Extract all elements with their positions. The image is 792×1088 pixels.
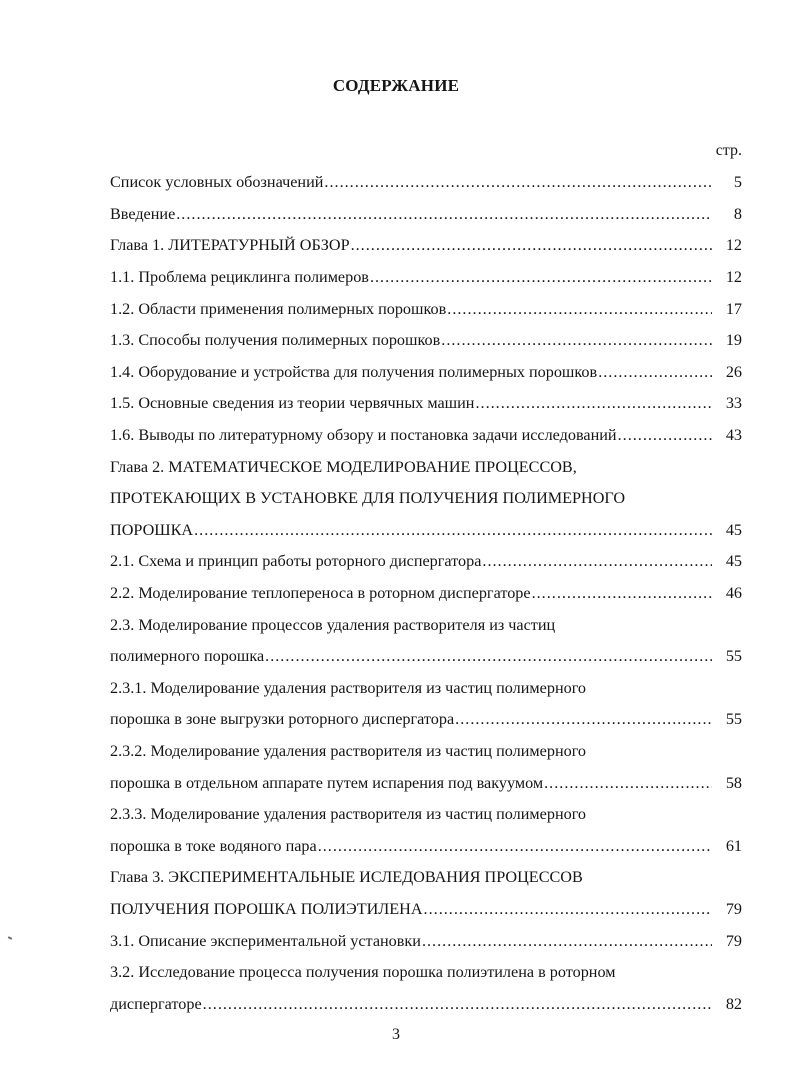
toc-entry-page: 12 (725, 268, 742, 287)
toc-entry (110, 830, 742, 862)
leader-dots (455, 710, 712, 729)
toc-entry (110, 515, 742, 547)
toc-entry (110, 578, 742, 610)
toc-entry-text: порошка в отдельном аппарате путем испарения под вакуумом (110, 773, 544, 792)
toc-entry-page: 61 (725, 836, 742, 855)
toc-entry-text: 2.3.3. Моделирование удаления растворителя из частиц полимерного (110, 805, 587, 824)
toc-entry (110, 420, 742, 452)
toc-entry (110, 641, 742, 673)
toc-entry (110, 199, 742, 231)
toc-entry-page: 45 (725, 520, 742, 539)
toc-entry-text: 1.1. Проблема рециклинга полимеров (110, 268, 369, 287)
toc-entry-page: 82 (725, 994, 742, 1013)
toc-entry-page: 45 (725, 552, 742, 571)
leader-dots (447, 300, 712, 319)
toc-entry (110, 388, 742, 420)
toc-entry-page: 17 (725, 299, 742, 318)
toc-entry-page: 5 (733, 173, 742, 192)
toc-entry-text: 1.2. Области применения полимерных порошков (110, 299, 447, 318)
toc-entry-text: порошка в токе водяного пара (110, 836, 317, 855)
page-column-label: стр. (715, 142, 742, 159)
leader-dots (176, 205, 712, 224)
toc-entry-text: 2.3.2. Моделирование удаления растворителя из частиц полимерного (110, 741, 587, 760)
toc-entry (110, 167, 742, 199)
toc-entry-text: 3.2. Исследование процесса получения порошка полиэтилена в роторном (110, 963, 616, 982)
leader-dots (422, 932, 712, 951)
toc-entry-page: 26 (725, 362, 742, 381)
toc-entry-page: 55 (725, 647, 742, 666)
toc-entry-line (110, 609, 742, 641)
toc-entry (110, 894, 742, 926)
toc-entry-page: 8 (733, 204, 742, 223)
toc-entry-line (110, 483, 742, 515)
toc-entry (110, 546, 742, 578)
leader-dots (598, 363, 712, 382)
toc-entry-text: Введение (110, 204, 176, 223)
toc-entry-line (110, 673, 742, 705)
toc-entry (110, 988, 742, 1020)
toc-entry (110, 325, 742, 357)
toc-entry-text: порошка в зоне выгрузки роторного диспергатора (110, 710, 455, 729)
leader-dots (482, 552, 712, 571)
leader-dots (351, 236, 712, 255)
toc-entry-line (110, 862, 742, 894)
toc-entry (110, 767, 742, 799)
toc-entry-text: ПОЛУЧЕНИЯ ПОРОШКА ПОЛИЭТИЛЕНА (110, 899, 423, 918)
toc-entry-line (110, 451, 742, 483)
toc-entry-text: 2.3.1. Моделирование удаления растворителя из частиц полимерного (110, 678, 587, 697)
toc-entry-text: Глава 1. ЛИТЕРАТУРНЫЙ ОБЗОР (110, 236, 350, 255)
toc-entry-line (110, 957, 742, 989)
toc-entry-text: полимерного порошка (110, 647, 265, 666)
toc-entry-text: 1.5. Основные сведения из теории червячных машин (110, 394, 475, 413)
toc-entry-text: 1.4. Оборудование и устройства для получения полимерных порошков (110, 362, 598, 381)
leader-dots (324, 173, 712, 192)
leader-dots (318, 837, 712, 856)
toc-entry-line (110, 736, 742, 768)
leader-dots (424, 900, 712, 919)
toc-entry-text: ПОРОШКА (110, 520, 194, 539)
toc-entry-page: 79 (725, 899, 742, 918)
toc-entry-text: 2.3. Моделирование процессов удаления растворителя из частиц (110, 615, 556, 634)
page-title: СОДЕРЖАНИЕ (332, 76, 460, 95)
leader-dots (441, 331, 712, 350)
toc-entry-text: Глава 2. МАТЕМАТИЧЕСКОЕ МОДЕЛИРОВАНИЕ ПРОЦЕССОВ, (110, 457, 577, 476)
page-number: 3 (392, 1026, 400, 1043)
leader-dots (618, 426, 712, 445)
toc-entry (110, 293, 742, 325)
toc-entry-page: 19 (725, 331, 742, 350)
toc-entry-text: диспергаторе (110, 994, 202, 1013)
toc-entry-page: 55 (725, 710, 742, 729)
toc-entry-page: 43 (725, 426, 742, 445)
scan-speck (8, 936, 12, 940)
toc-entry-page: 58 (725, 773, 742, 792)
toc-entry-line (110, 799, 742, 831)
toc-entry-text: ПРОТЕКАЮЩИХ В УСТАНОВКЕ ДЛЯ ПОЛУЧЕНИЯ ПОЛИМЕРНОГО (110, 489, 626, 508)
leader-dots (544, 774, 712, 793)
toc-entry-text: Список условных обозначений (110, 173, 324, 192)
toc-entry-text: 1.3. Способы получения полимерных порошков (110, 331, 441, 350)
toc-entry-text: 2.2. Моделирование теплопереноса в роторном диспергаторе (110, 584, 531, 603)
toc-entry-page: 12 (725, 236, 742, 255)
toc-entry (110, 262, 742, 294)
toc-entry-page: 79 (725, 931, 742, 950)
toc-entry (110, 230, 742, 262)
toc-entry-page: 46 (725, 584, 742, 603)
toc-entry-page: 33 (725, 394, 742, 413)
toc-entry-text: 2.1. Схема и принцип работы роторного диспергатора (110, 552, 482, 571)
toc-entry (110, 357, 742, 389)
toc-entry-text: 3.1. Описание экспериментальной установки (110, 931, 421, 950)
leader-dots (194, 521, 712, 540)
leader-dots (370, 268, 712, 287)
leader-dots (475, 394, 712, 413)
toc-entry (110, 704, 742, 736)
toc-entry-text: 1.6. Выводы по литературному обзору и постановка задачи исследований (110, 426, 617, 445)
table-of-contents (110, 167, 742, 1020)
toc-entry (110, 925, 742, 957)
leader-dots (265, 647, 712, 666)
leader-dots (532, 584, 712, 603)
toc-entry-text: Глава 3. ЭКСПЕРИМЕНТАЛЬНЫЕ ИСЛЕДОВАНИЯ ПРОЦЕССОВ (110, 868, 583, 887)
leader-dots (203, 995, 712, 1014)
